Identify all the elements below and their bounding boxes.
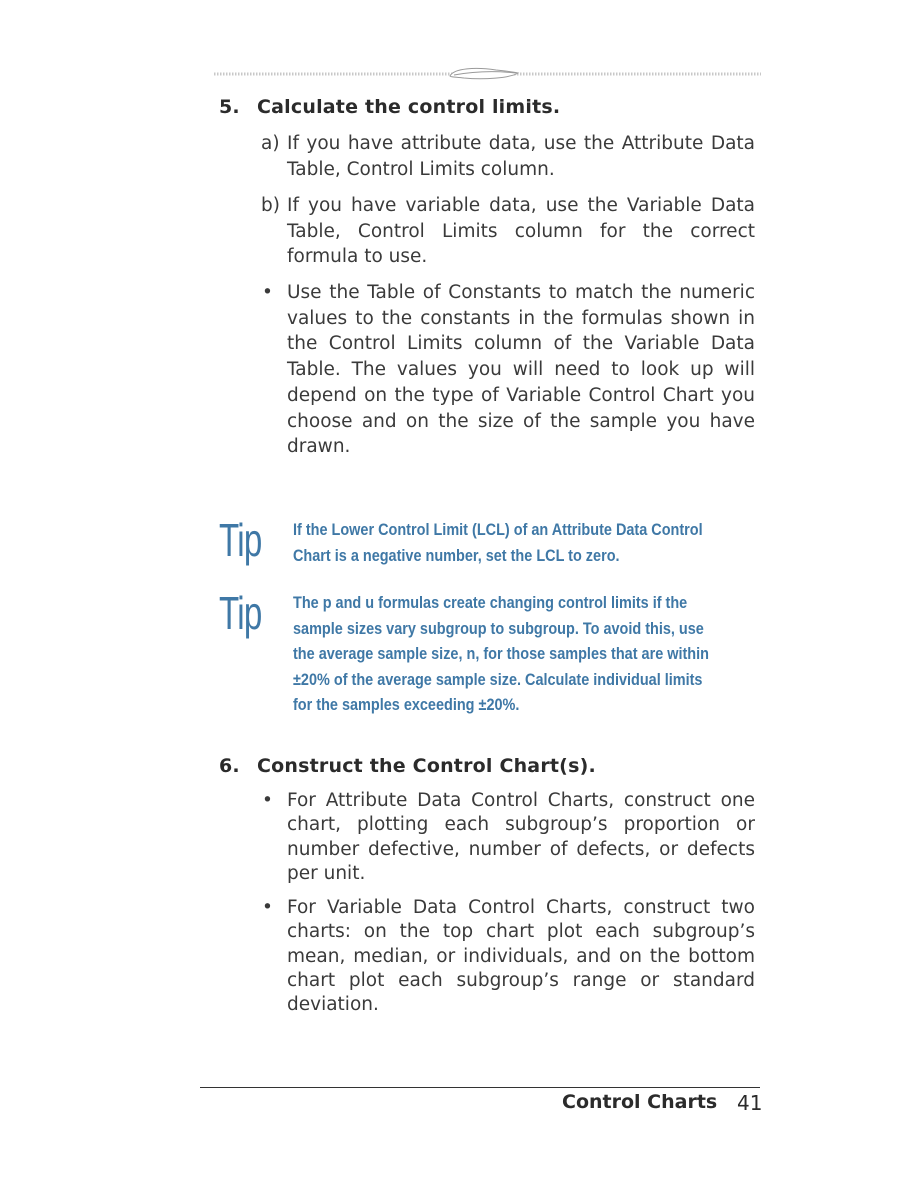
list-marker: b) (261, 195, 280, 216)
tip-line: the average sample size, n, for those samples that are within (293, 644, 709, 663)
tip-line: for the samples exceeding ±20%. (293, 695, 520, 714)
bullet-icon: • (262, 790, 273, 811)
list-item-text: If you have variable data, use the Variable Data Table, Control Limits column for the correct formula to use. (287, 195, 755, 268)
list-item (261, 280, 755, 460)
bullet-icon: • (262, 282, 273, 303)
header-ornament (214, 64, 761, 84)
list-item-text: If you have attribute data, use the Attribute Data Table, Control Limits column. (287, 133, 755, 180)
list-item (261, 896, 755, 1017)
footer-rule (200, 1087, 760, 1088)
page-number: 41 (737, 1091, 763, 1115)
step-number: 5. (219, 96, 240, 118)
list-item-text: Use the Table of Constants to match the numeric values to the constants in the formulas shown in the Control Limits column of the Variable Data Table. The values you will need to look up will depend on the type of Variable Control Chart you choose and on the size of the sample you have drawn. (287, 282, 755, 458)
tip-text (293, 517, 741, 568)
tip-line: sample sizes vary subgroup to subgroup. To avoid this, use (293, 618, 704, 638)
list-item (261, 789, 755, 886)
tip-label: Tip (219, 587, 262, 639)
tip-line: If the Lower Control Limit (LCL) of an Attribute Data Control (293, 520, 703, 539)
list-item (261, 131, 755, 182)
list-item (261, 193, 755, 270)
bullet-icon: • (262, 897, 273, 918)
tip-text (293, 590, 741, 718)
tip-line: The p and u formulas create changing control limits if the (293, 593, 688, 612)
list-marker: a) (261, 133, 280, 154)
list-item-text: For Variable Data Control Charts, construct two charts: on the top chart plot each subgroup’s mean, median, or individuals, and on the bottom chart plot each subgroup’s range or standard deviation. (287, 897, 755, 1016)
tip-label: Tip (219, 514, 262, 566)
list-item-text: For Attribute Data Control Charts, construct one chart, plotting each subgroup’s proportion or number defective, number of defects, or defects per unit. (287, 790, 755, 884)
step-number: 6. (219, 755, 240, 777)
tip-line: Chart is a negative number, set the LCL to zero. (293, 545, 620, 565)
tip-line: ±20% of the average sample size. Calculate individual limits (293, 669, 703, 689)
footer-section-title: Control Charts (562, 1091, 718, 1113)
step-title: Construct the Control Chart(s). (257, 755, 596, 777)
step-title: Calculate the control limits. (257, 96, 561, 118)
